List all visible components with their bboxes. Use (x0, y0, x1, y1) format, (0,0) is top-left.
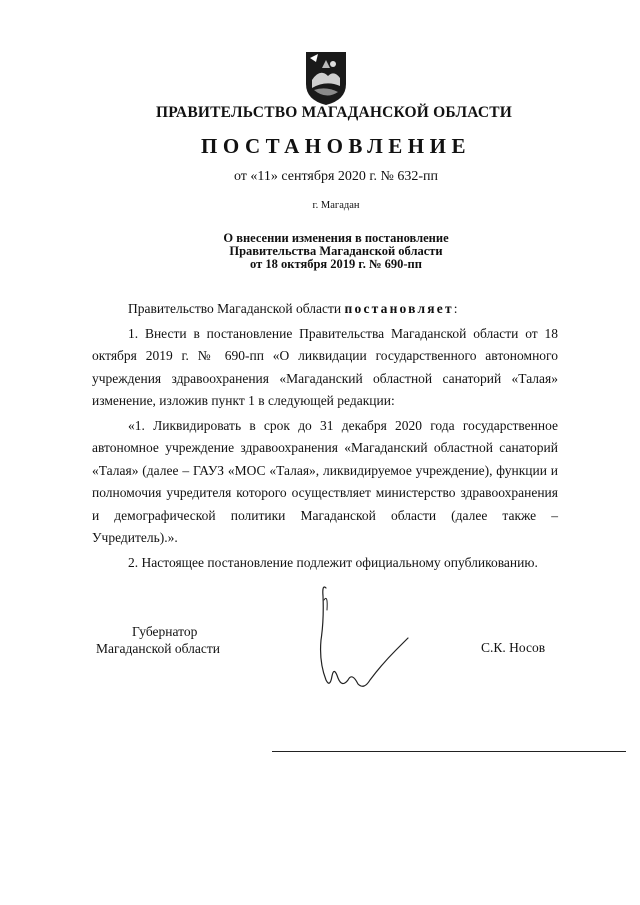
position-line-1: Губернатор (132, 624, 198, 639)
title-line-1: О внесении изменения в постановление (223, 231, 449, 245)
title-line-3: от 18 октября 2019 г. № 690-пп (250, 257, 422, 271)
divider-line (272, 751, 626, 752)
document-city: г. Магадан (312, 200, 360, 211)
signatory-position (96, 624, 220, 657)
intro-prefix: Правительство Магаданской области (128, 301, 342, 316)
title-line-2: Правительства Магаданской области (229, 244, 443, 258)
document-title (0, 232, 640, 271)
item-1-paragraph: 1. Внести в постановление Правительства Магаданской области от 18 октября 2019 г. № 690-пп «О ликвидации государственного автономного учреждения здравоохранения «Магаданский областной санаторий «Талая» изменение, изложив пункт 1 в следующей редакции: (92, 325, 558, 408)
item-1-quote-paragraph: «1. Ликвидировать в срок до 31 декабря 2020 года государственное автономное учреждение здравоохранения «Магаданский областной санаторий «Талая» (далее – ГАУЗ «МОС «Талая», ликвидируемое учреждение), функции и полномочия учредителя которого осуществляет министерство здравоохранения и демографической политики Магаданской области (далее также – Учредитель).». (92, 417, 558, 545)
intro-suffix: : (453, 301, 458, 316)
handwritten-signature (312, 580, 412, 696)
coat-of-arms-icon (304, 50, 348, 106)
signatory-name: С.К. Носов (481, 640, 546, 655)
decree-keyword: постановляет (344, 301, 454, 316)
intro-paragraph (92, 298, 558, 321)
position-line-2: Магаданской области (96, 640, 220, 656)
document-date-number: от «11» сентября 2020 г. № 632-пп (233, 169, 439, 184)
item-2-paragraph: 2. Настоящее постановление подлежит официальному опубликованию. (128, 554, 538, 570)
document-body (92, 298, 558, 574)
government-name: ПРАВИТЕЛЬСТВО МАГАДАНСКОЙ ОБЛАСТИ (155, 104, 513, 121)
document-type: ПОСТАНОВЛЕНИЕ (201, 134, 471, 158)
